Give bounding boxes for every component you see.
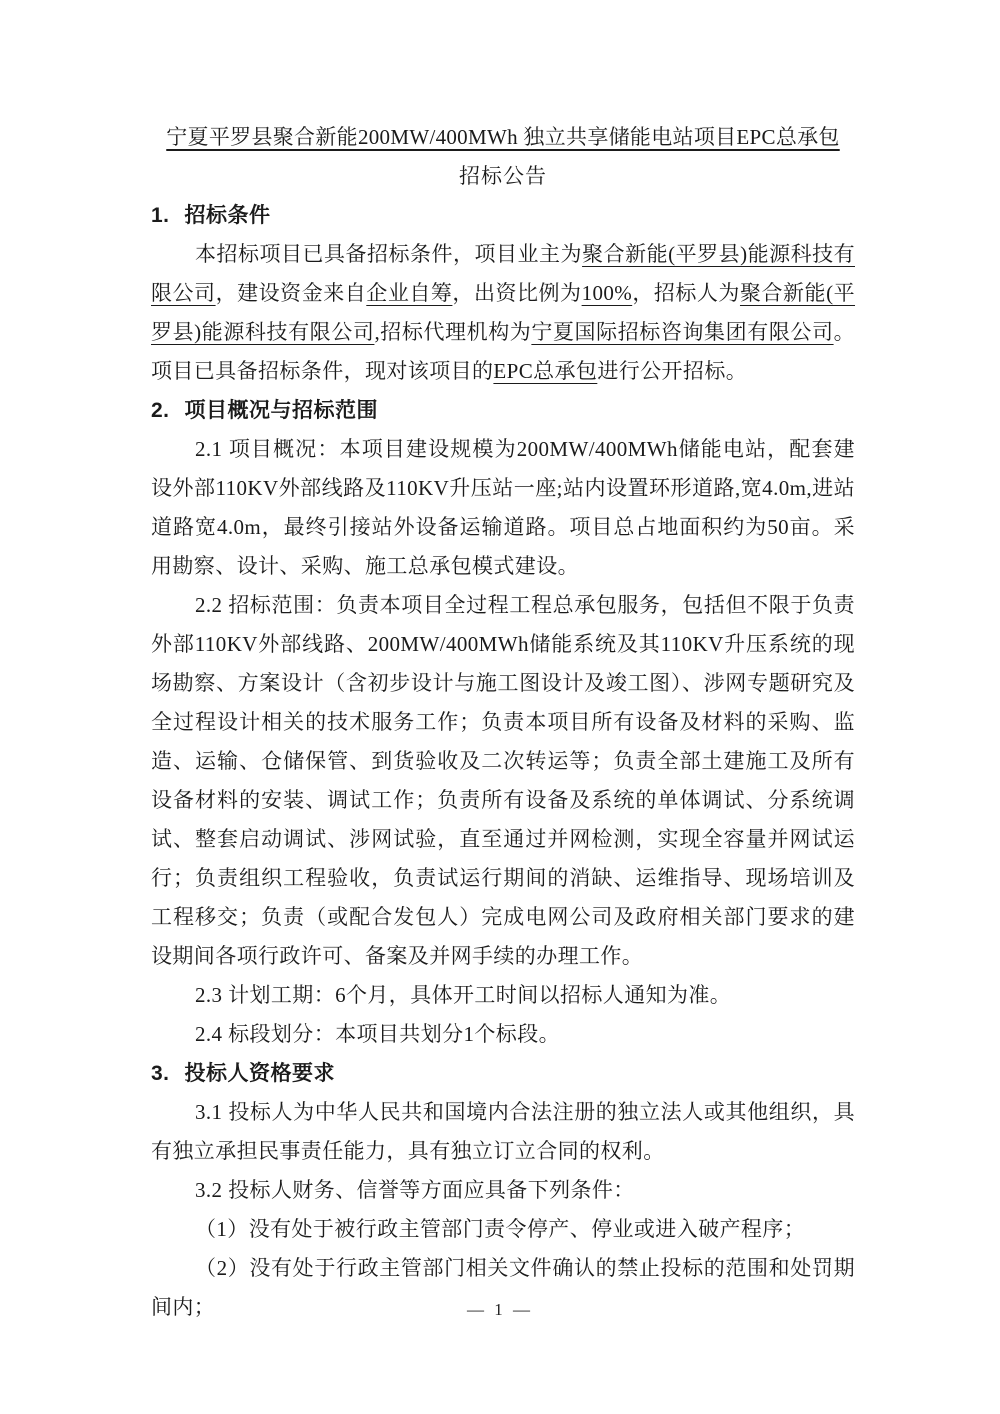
underlined-text: 企业自筹 — [366, 281, 453, 305]
section-title: 招标条件 — [184, 204, 271, 227]
paragraph — [151, 235, 855, 391]
text-run: 本招标项目已具备招标条件，项目业主为 — [195, 242, 583, 266]
text-run: （1）没有处于被行政主管部门责令停产、停业或进入破产程序； — [195, 1217, 806, 1241]
underlined-text: 宁夏国际招标咨询集团有限公司 — [531, 320, 834, 344]
underlined-text: 聚合新能(平罗县)能源科技有限公司 — [151, 242, 855, 305]
text-run: 2.4 标段划分：本项目共划分1个标段。 — [195, 1022, 560, 1046]
text-run: 2.3 计划工期：6个月，具体开工时间以招标人通知为准。 — [195, 983, 732, 1007]
section-number: 1. — [151, 204, 170, 227]
page-number: — 1 — — [467, 1300, 533, 1319]
text-run: ，招标人为 — [632, 281, 740, 305]
underlined-text: EPC总承包 — [493, 359, 598, 383]
section-heading — [151, 1054, 855, 1093]
text-run: （2）没有处于行政主管部门相关文件确认的禁止投标的范围和处罚期间内； — [151, 1256, 855, 1319]
text-run: 。项目已具备招标条件，现对该项目的 — [151, 320, 855, 383]
text-run: 进行公开招标。 — [597, 359, 748, 383]
document-title: 宁夏平罗县聚合新能200MW/400MWh 独立共享储能电站项目EPC总承包 — [166, 125, 840, 149]
section-heading — [151, 391, 855, 430]
paragraph — [151, 976, 855, 1015]
text-run: ，出资比例为 — [452, 281, 582, 305]
paragraph — [151, 1210, 855, 1249]
text-run: 2.1 项目概况：本项目建设规模为200MW/400MWh储能电站，配套建设外部110KV外部线路及110KV升压站一座;站内设置环形道路,宽4.0m,进站道路宽4.0m，最终引接站外设备运输道路。项目总占地面积约为50亩。采用勘察、设计、采购、施工总承包模式建设。 — [151, 437, 855, 578]
section-title: 项目概况与招标范围 — [184, 399, 379, 422]
underlined-text: 100% — [581, 281, 633, 305]
section-number: 3. — [151, 1062, 170, 1085]
text-run: 3.1 投标人为中华人民共和国境内合法注册的独立法人或其他组织，具有独立承担民事责任能力，具有独立订立合同的权利。 — [151, 1100, 855, 1163]
section-number: 2. — [151, 399, 170, 422]
paragraph — [151, 1093, 855, 1171]
document-content — [151, 118, 855, 1327]
text-run: 2.2 招标范围：负责本项目全过程工程总承包服务，包括但不限于负责外部110KV外部线路、200MW/400MWh储能系统及其110KV升压系统的现场勘察、方案设计（含初步设计与施工图设计及竣工图）、涉网专题研究及全过程设计相关的技术服务工作；负责本项目所有设备及材料的采购、监造、运输、仓储保管、到货验收及二次转运等；负责全部土建施工及所有设备材料的安装、调试工作；负责所有设备及系统的单体调试、分系统调试、整套启动调试、涉网试验，直至通过并网检测，实现全容量并网试运行；负责组织工程验收，负责试运行期间的消缺、运维指导、现场培训及工程移交；负责（或配合发包人）完成电网公司及政府相关部门要求的建设期间各项行政许可、备案及并网手续的办理工作。 — [151, 593, 855, 968]
document-subtitle: 招标公告 — [459, 164, 547, 188]
section-heading — [151, 196, 855, 235]
paragraph — [151, 586, 855, 976]
text-run: ,招标代理机构为 — [374, 320, 532, 344]
paragraph — [151, 430, 855, 586]
paragraph — [151, 1171, 855, 1210]
text-run: 3.2 投标人财务、信誉等方面应具备下列条件： — [195, 1178, 635, 1202]
document-body — [151, 196, 855, 1327]
section-title: 投标人资格要求 — [184, 1062, 336, 1085]
underlined-text: 聚合新能(平罗县)能源科技有限公司 — [151, 281, 856, 344]
text-run: ，建设资金来自 — [215, 281, 367, 305]
paragraph — [151, 1015, 855, 1054]
